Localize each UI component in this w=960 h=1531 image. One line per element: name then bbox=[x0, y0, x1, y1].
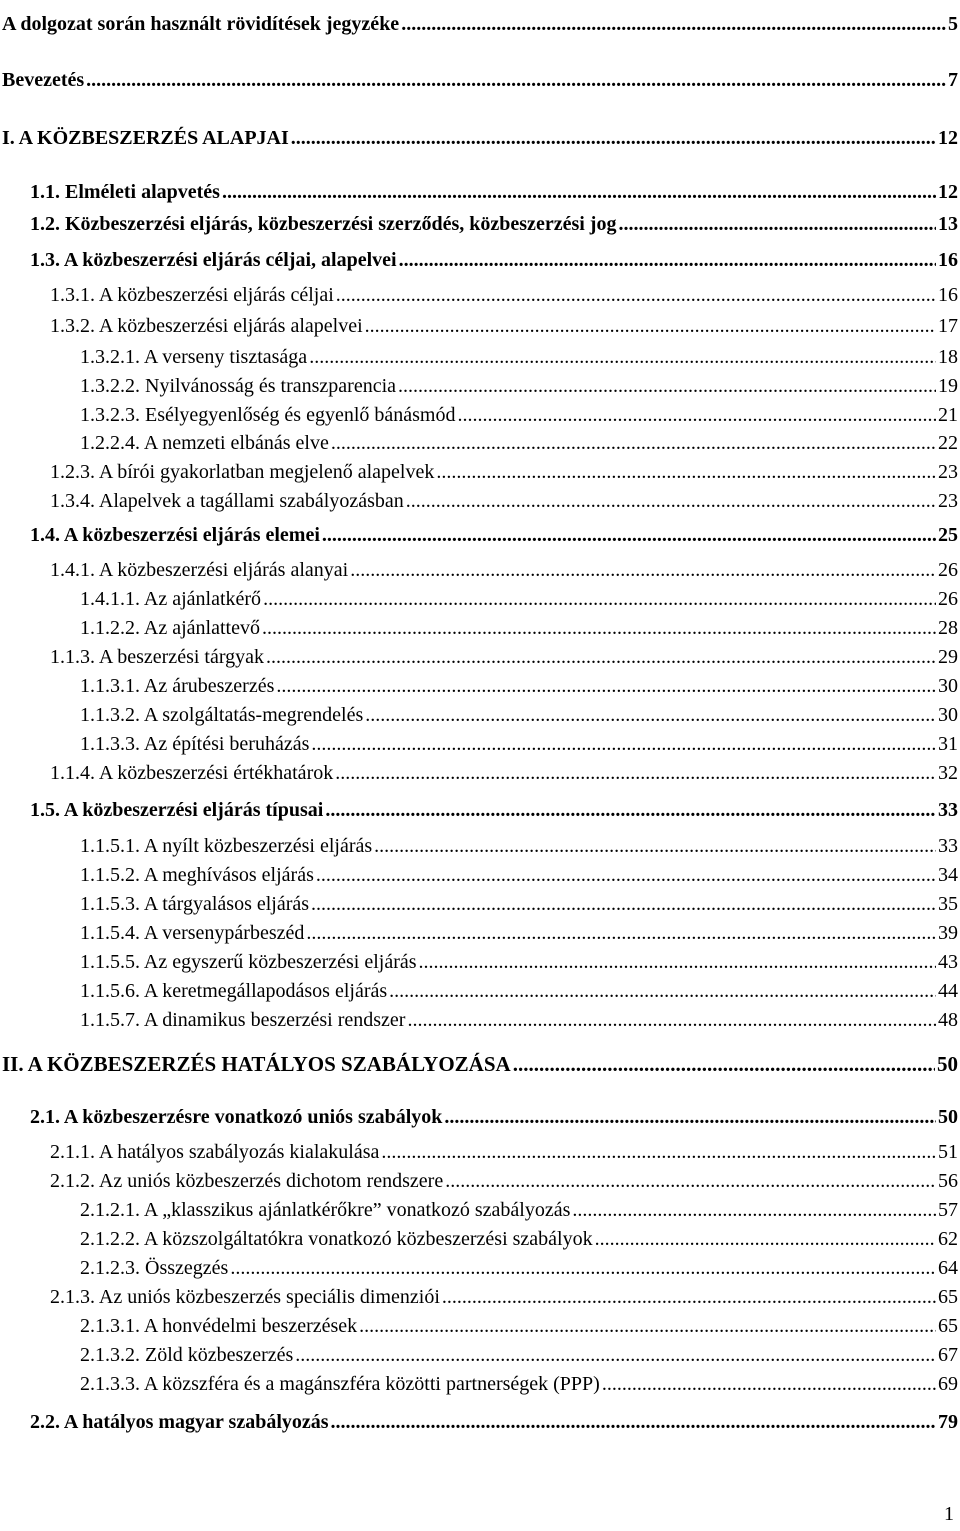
dot-leader bbox=[389, 979, 936, 1003]
dot-leader bbox=[306, 921, 936, 945]
dot-leader bbox=[335, 761, 936, 785]
toc-entry-page: 5 bbox=[948, 13, 958, 35]
toc-entry-page: 44 bbox=[938, 980, 958, 1002]
toc-entry-page: 30 bbox=[938, 675, 958, 697]
toc-entry-title: 1.2.3. A bírói gyakorlatban megjelenő alapelvek bbox=[50, 461, 435, 483]
toc-entry-page: 25 bbox=[938, 524, 958, 546]
toc-entry-page: 22 bbox=[938, 432, 958, 454]
toc-entry[interactable] bbox=[30, 248, 958, 272]
toc-entry[interactable] bbox=[80, 703, 958, 727]
toc-entry-title: 1.4.1. A közbeszerzési eljárás alanyai bbox=[50, 559, 349, 581]
toc-entry-title: Bevezetés bbox=[2, 69, 85, 91]
toc-entry-page: 64 bbox=[938, 1257, 958, 1279]
toc-entry-page: 31 bbox=[938, 733, 958, 755]
toc-entry-page: 48 bbox=[938, 1009, 958, 1031]
dot-leader bbox=[407, 1008, 936, 1032]
toc-entry[interactable] bbox=[80, 892, 958, 916]
toc-entry-title: 1.3.4. Alapelvek a tagállami szabályozásban bbox=[50, 490, 404, 512]
toc-entry-title: 1.1. Elméleti alapvetés bbox=[30, 181, 220, 203]
dot-leader bbox=[399, 248, 936, 272]
dot-leader bbox=[350, 558, 936, 582]
toc-entry[interactable] bbox=[2, 1052, 958, 1076]
toc-entry-page: 57 bbox=[938, 1199, 958, 1221]
toc-entry[interactable] bbox=[80, 403, 958, 427]
toc-entry-page: 39 bbox=[938, 922, 958, 944]
dot-leader bbox=[262, 616, 936, 640]
dot-leader bbox=[513, 1052, 935, 1076]
dot-leader bbox=[595, 1227, 936, 1251]
toc-entry-title: 1.4.1.1. Az ajánlatkérő bbox=[80, 588, 262, 610]
toc-entry-title: 1.1.3. A beszerzési tárgyak bbox=[50, 646, 265, 668]
toc-entry[interactable] bbox=[80, 1227, 958, 1251]
dot-leader bbox=[325, 798, 936, 822]
toc-entry-title: 2.1.3. Az uniós közbeszerzés speciális dimenziói bbox=[50, 1286, 440, 1308]
toc-entry[interactable] bbox=[80, 616, 958, 640]
toc-entry-page: 23 bbox=[938, 490, 958, 512]
dot-leader bbox=[457, 403, 936, 427]
toc-entry[interactable] bbox=[50, 645, 958, 669]
toc-entry-title: 2.1.3.2. Zöld közbeszerzés bbox=[80, 1344, 294, 1366]
dot-leader bbox=[311, 732, 936, 756]
toc-entry-page: 65 bbox=[938, 1315, 958, 1337]
toc-entry-page: 51 bbox=[938, 1141, 958, 1163]
dot-leader bbox=[309, 345, 936, 369]
toc-entry-page: 26 bbox=[938, 559, 958, 581]
toc-entry-title: II. A KÖZBESZERZÉS HATÁLYOS SZABÁLYOZÁSA bbox=[2, 1052, 511, 1076]
toc-entry[interactable] bbox=[50, 1140, 958, 1164]
toc-entry-title: 2.2. A hatályos magyar szabályozás bbox=[30, 1411, 329, 1433]
toc-entry-page: 18 bbox=[938, 346, 958, 368]
dot-leader bbox=[381, 1140, 936, 1164]
toc-entry[interactable] bbox=[30, 1105, 958, 1129]
toc-entry-title: 2.1.1. A hatályos szabályozás kialakulása bbox=[50, 1141, 380, 1163]
toc-entry-page: 16 bbox=[938, 284, 958, 306]
toc-entry-page: 28 bbox=[938, 617, 958, 639]
toc-entry[interactable] bbox=[80, 587, 958, 611]
toc-entry-page: 56 bbox=[938, 1170, 958, 1192]
toc-entry-title: 1.3. A közbeszerzési eljárás céljai, alapelvei bbox=[30, 249, 397, 271]
toc-entry-title: 1.1.5.1. A nyílt közbeszerzési eljárás bbox=[80, 835, 373, 857]
toc-entry[interactable] bbox=[30, 180, 958, 204]
toc-entry[interactable] bbox=[30, 212, 958, 236]
toc-entry-title: 1.1.3.2. A szolgáltatás-megrendelés bbox=[80, 704, 364, 726]
toc-entry-title: 1.3.2. A közbeszerzési eljárás alapelvei bbox=[50, 315, 363, 337]
dot-leader bbox=[291, 126, 936, 150]
toc-entry-page: 69 bbox=[938, 1373, 958, 1395]
toc-entry-page: 16 bbox=[938, 249, 958, 271]
toc-entry[interactable] bbox=[80, 1343, 958, 1367]
toc-entry[interactable] bbox=[80, 950, 958, 974]
dot-leader bbox=[445, 1169, 936, 1193]
toc-entry[interactable] bbox=[80, 1008, 958, 1032]
dot-leader bbox=[266, 645, 936, 669]
toc-entry-title: 1.3.2.3. Esélyegyenlőség és egyenlő bánásmód bbox=[80, 404, 456, 426]
toc-entry[interactable] bbox=[80, 732, 958, 756]
toc-entry[interactable] bbox=[30, 1410, 958, 1434]
toc-entry-title: 1.1.5.7. A dinamikus beszerzési rendszer bbox=[80, 1009, 406, 1031]
toc-entry-title: 1.3.2.2. Nyilvánosság és transzparencia bbox=[80, 375, 397, 397]
toc-entry[interactable] bbox=[80, 1314, 958, 1338]
toc-entry[interactable] bbox=[50, 314, 958, 338]
toc-entry[interactable] bbox=[80, 345, 958, 369]
dot-leader bbox=[222, 180, 936, 204]
toc-entry-page: 21 bbox=[938, 404, 958, 426]
dot-leader bbox=[442, 1285, 936, 1309]
toc-entry-title: 1.1.5.5. Az egyszerű közbeszerzési eljárás bbox=[80, 951, 417, 973]
toc-entry-title: 2.1.3.3. A közszféra és a magánszféra közötti partnerségek (PPP) bbox=[80, 1373, 600, 1395]
toc-entry-page: 33 bbox=[938, 799, 958, 821]
page-number: 1 bbox=[944, 1503, 954, 1525]
toc-entry-title: 1.1.4. A közbeszerzési értékhatárok bbox=[50, 762, 334, 784]
toc-entry[interactable] bbox=[80, 431, 958, 455]
toc-entry-page: 33 bbox=[938, 835, 958, 857]
toc-entry[interactable] bbox=[80, 1256, 958, 1280]
toc-entry-page: 32 bbox=[938, 762, 958, 784]
toc-entry[interactable] bbox=[2, 68, 958, 92]
toc-entry-page: 35 bbox=[938, 893, 958, 915]
dot-leader bbox=[436, 460, 936, 484]
dot-leader bbox=[374, 834, 936, 858]
dot-leader bbox=[311, 892, 936, 916]
toc-entry-title: 1.1.2.2. Az ajánlattevő bbox=[80, 617, 260, 639]
toc-entry[interactable] bbox=[50, 558, 958, 582]
toc-entry-page: 26 bbox=[938, 588, 958, 610]
toc-entry-title: 1.1.5.3. A tárgyalásos eljárás bbox=[80, 893, 310, 915]
toc-entry-title: 2.1. A közbeszerzésre vonatkozó uniós szabályok bbox=[30, 1106, 443, 1128]
toc-entry[interactable] bbox=[50, 761, 958, 785]
toc-entry-page: 7 bbox=[948, 69, 958, 91]
toc-entry-title: 2.1.2. Az uniós közbeszerzés dichotom rendszere bbox=[50, 1170, 444, 1192]
toc-entry-page: 43 bbox=[938, 951, 958, 973]
toc-entry-title: 1.1.5.4. A versenypárbeszéd bbox=[80, 922, 305, 944]
toc-entry[interactable] bbox=[50, 489, 958, 513]
dot-leader bbox=[336, 283, 936, 307]
dot-leader bbox=[322, 523, 936, 547]
toc-entry-page: 34 bbox=[938, 864, 958, 886]
toc-entry[interactable] bbox=[30, 798, 958, 822]
dot-leader bbox=[331, 1410, 936, 1434]
dot-leader bbox=[398, 374, 936, 398]
toc-entry[interactable] bbox=[2, 12, 958, 36]
toc-entry-page: 30 bbox=[938, 704, 958, 726]
dot-leader bbox=[359, 1314, 936, 1338]
toc-entry[interactable] bbox=[50, 283, 958, 307]
dot-leader bbox=[263, 587, 936, 611]
dot-leader bbox=[276, 674, 936, 698]
toc-entry-page: 12 bbox=[938, 127, 958, 149]
toc-entry-page: 23 bbox=[938, 461, 958, 483]
toc-entry-title: 1.2.2.4. A nemzeti elbánás elve bbox=[80, 432, 329, 454]
toc-entry[interactable] bbox=[30, 523, 958, 547]
toc-entry[interactable] bbox=[80, 863, 958, 887]
toc-entry-title: 1.5. A közbeszerzési eljárás típusai bbox=[30, 799, 324, 821]
toc-entry-title: 1.1.3.1. Az árubeszerzés bbox=[80, 675, 275, 697]
toc-entry-page: 12 bbox=[938, 181, 958, 203]
dot-leader bbox=[316, 863, 936, 887]
toc-entry-title: 2.1.2.3. Összegzés bbox=[80, 1257, 229, 1279]
toc-entry-title: 1.4. A közbeszerzési eljárás elemei bbox=[30, 524, 320, 546]
toc-entry-page: 65 bbox=[938, 1286, 958, 1308]
toc-entry-title: 2.1.3.1. A honvédelmi beszerzések bbox=[80, 1315, 358, 1337]
toc-entry[interactable] bbox=[80, 374, 958, 398]
toc-entry-title: 2.1.2.2. A közszolgáltatókra vonatkozó közbeszerzési szabályok bbox=[80, 1228, 593, 1250]
toc-entry-title: A dolgozat során használt rövidítések jegyzéke bbox=[2, 13, 400, 35]
toc-entry-title: 1.3.2.1. A verseny tisztasága bbox=[80, 346, 308, 368]
toc-entry[interactable] bbox=[50, 460, 958, 484]
toc-entry[interactable] bbox=[80, 1372, 958, 1396]
toc-entry-title: 1.2. Közbeszerzési eljárás, közbeszerzési szerződés, közbeszerzési jog bbox=[30, 213, 617, 235]
toc-entry[interactable] bbox=[80, 979, 958, 1003]
toc-entry[interactable] bbox=[80, 921, 958, 945]
toc-entry-page: 17 bbox=[938, 315, 958, 337]
dot-leader bbox=[230, 1256, 936, 1280]
toc-entry-title: I. A KÖZBESZERZÉS ALAPJAI bbox=[2, 127, 289, 149]
dot-leader bbox=[365, 703, 936, 727]
dot-leader bbox=[618, 212, 936, 236]
dot-leader bbox=[365, 314, 936, 338]
dot-leader bbox=[444, 1105, 936, 1129]
toc-entry-page: 50 bbox=[938, 1106, 958, 1128]
dot-leader bbox=[295, 1343, 936, 1367]
toc-entry-page: 79 bbox=[938, 1411, 958, 1433]
toc-entry-title: 1.1.5.2. A meghívásos eljárás bbox=[80, 864, 314, 886]
dot-leader bbox=[331, 431, 936, 455]
toc-entry[interactable] bbox=[80, 1198, 958, 1222]
toc-entry[interactable] bbox=[80, 674, 958, 698]
toc-entry-page: 50 bbox=[937, 1052, 958, 1076]
toc-entry-page: 19 bbox=[938, 375, 958, 397]
toc-entry-page: 67 bbox=[938, 1344, 958, 1366]
toc-entry-title: 1.3.1. A közbeszerzési eljárás céljai bbox=[50, 284, 334, 306]
toc-entry-title: 1.1.3.3. Az építési beruházás bbox=[80, 733, 310, 755]
dot-leader bbox=[86, 68, 946, 92]
toc-entry-page: 13 bbox=[938, 213, 958, 235]
toc-entry-page: 62 bbox=[938, 1228, 958, 1250]
dot-leader bbox=[401, 12, 946, 36]
dot-leader bbox=[406, 489, 936, 513]
toc-entry-page: 29 bbox=[938, 646, 958, 668]
toc-entry[interactable] bbox=[2, 126, 958, 150]
dot-leader bbox=[572, 1198, 936, 1222]
toc-entry-title: 2.1.2.1. A „klasszikus ajánlatkérőkre” vonatkozó szabályozás bbox=[80, 1199, 571, 1221]
toc-entry[interactable] bbox=[50, 1285, 958, 1309]
toc-entry[interactable] bbox=[80, 834, 958, 858]
toc-entry-title: 1.1.5.6. A keretmegállapodásos eljárás bbox=[80, 980, 388, 1002]
toc-entry[interactable] bbox=[50, 1169, 958, 1193]
dot-leader bbox=[602, 1372, 936, 1396]
dot-leader bbox=[419, 950, 936, 974]
